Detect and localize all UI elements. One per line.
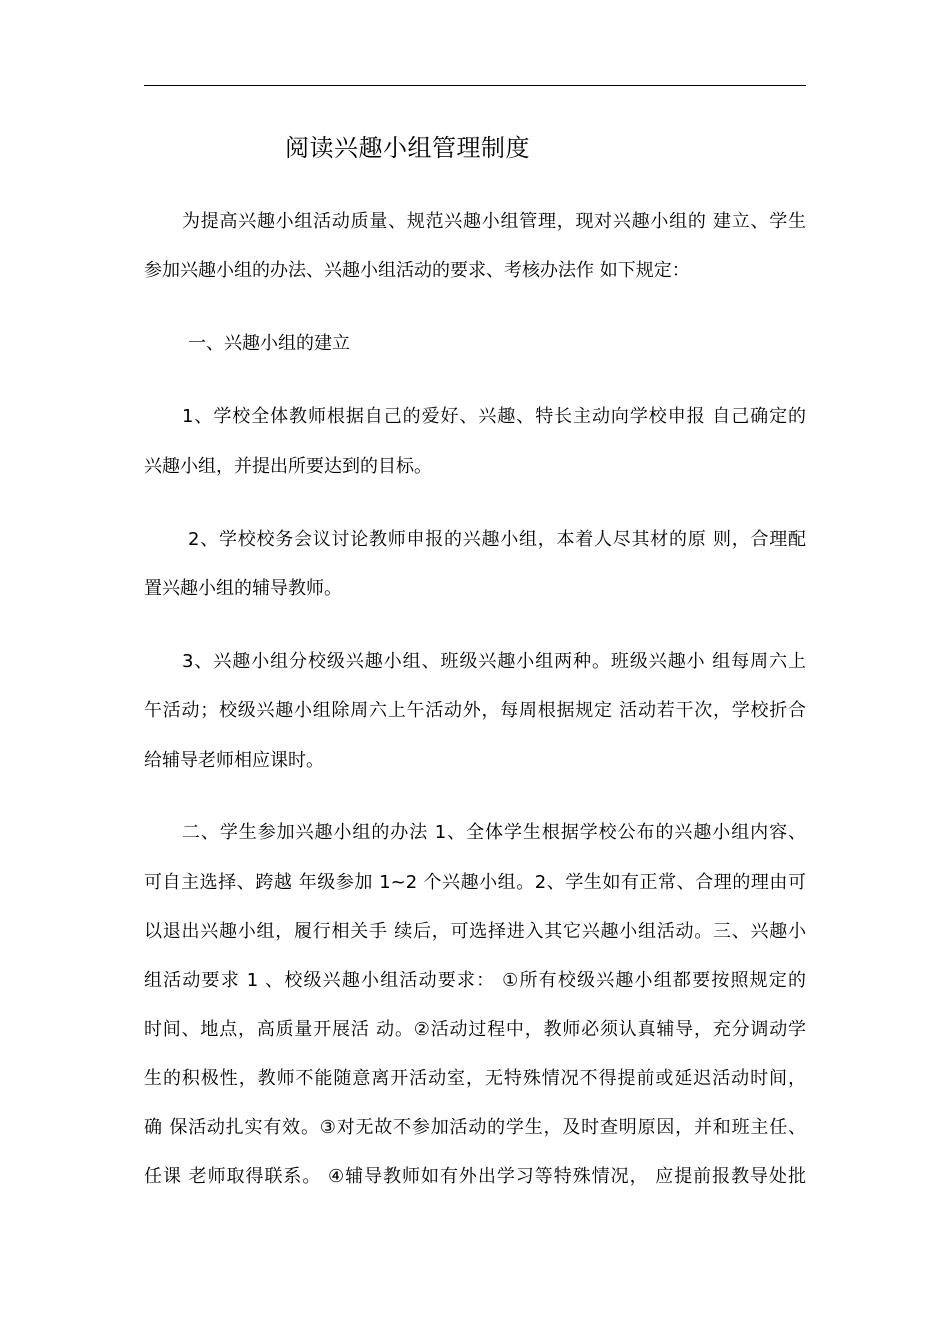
paragraph-line: 午活动；校级兴趣小组除周六上午活动外，每周根据规定 活动若干次，学校折合 <box>144 700 806 721</box>
document-title: 阅读兴趣小组管理制度 <box>285 134 530 162</box>
paragraph-line: 置兴趣小组的辅导教师。 <box>144 578 342 599</box>
paragraph-line: 以退出兴趣小组，履行相关手 续后，可选择进入其它兴趣小组活动。三、兴趣小 <box>144 921 806 942</box>
paragraph-line: 1、学校全体教师根据自己的爱好、兴趣、特长主动向学校申报 自己确定的 <box>182 406 806 427</box>
paragraph-line: 3、兴趣小组分校级兴趣小组、班级兴趣小组两种。班级兴趣小 组每周六上 <box>182 651 806 672</box>
paragraph-line: 时间、地点，高质量开展活 动。②活动过程中，教师必须认真辅导，充分调动学 <box>144 1019 806 1040</box>
paragraph-line: 组活动要求 1 、校级兴趣小组活动要求： ①所有校级兴趣小组都要按照规定的 <box>144 970 806 991</box>
paragraph-line: 为提高兴趣小组活动质量、规范兴趣小组管理，现对兴趣小组的 建立、学生 <box>182 211 806 232</box>
paragraph-line: 参加兴趣小组的办法、兴趣小组活动的要求、考核办法作 如下规定： <box>144 260 690 281</box>
paragraph-line: 给辅导老师相应课时。 <box>144 750 324 771</box>
top-divider <box>144 85 806 86</box>
paragraph-line: 2、学校校务会议讨论教师申报的兴趣小组，本着人尽其材的原 则，合理配 <box>188 529 806 550</box>
paragraph-line: 生的积极性，教师不能随意离开活动室，无特殊情况不得提前或延迟活动时间， <box>144 1068 806 1089</box>
paragraph-line: 二、学生参加兴趣小组的办法 1、全体学生根据学校公布的兴趣小组内容、 <box>182 822 806 843</box>
paragraph-line: 兴趣小组，并提出所要达到的目标。 <box>144 456 432 477</box>
paragraph-line: 可自主选择、跨越 年级参加 1~2 个兴趣小组。2、学生如有正常、合理的理由可 <box>144 872 806 893</box>
paragraph-line: 确 保活动扎实有效。③对无故不参加活动的学生，及时查明原因，并和班主任、 <box>144 1117 806 1138</box>
section-heading: 一、兴趣小组的建立 <box>188 333 350 354</box>
paragraph-line: 任课 老师取得联系。 ④辅导教师如有外出学习等特殊情况， 应提前报教导处批 <box>144 1166 806 1187</box>
